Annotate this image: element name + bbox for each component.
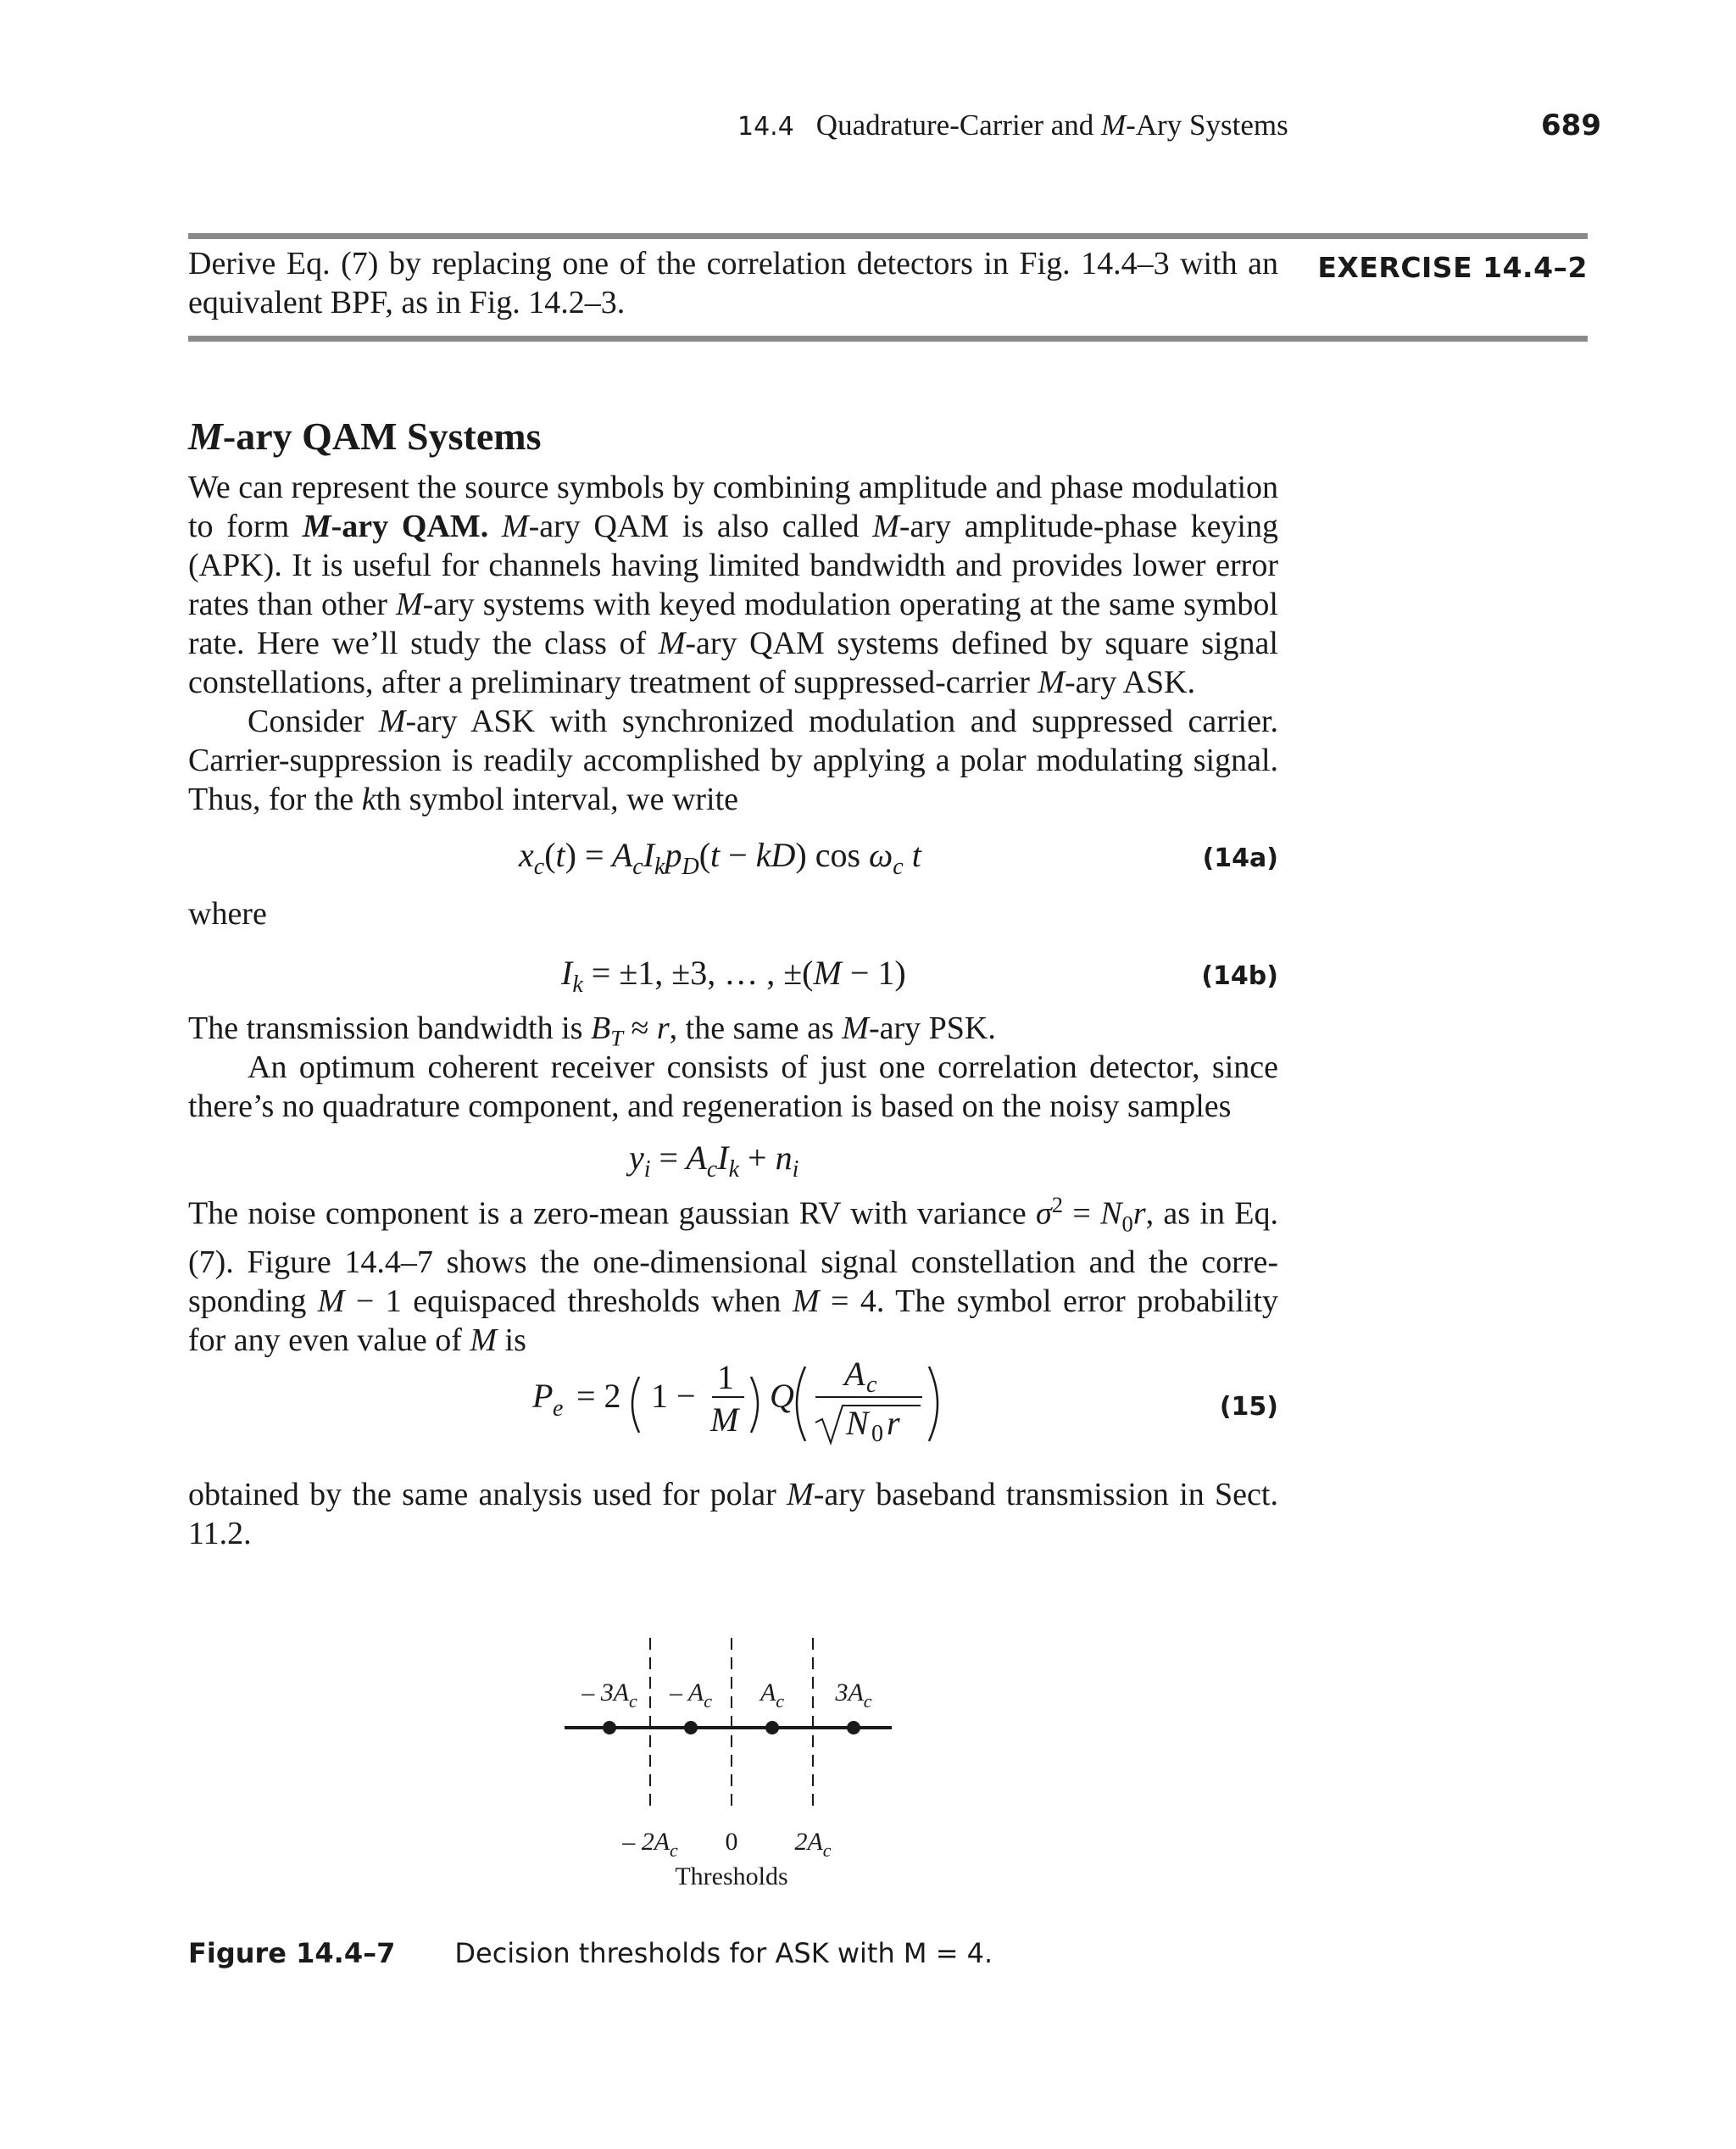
section-number: 14.4 [737, 112, 794, 142]
svg-text:= 2: = 2 [576, 1377, 621, 1415]
svg-text:r: r [887, 1404, 900, 1442]
signal-point [847, 1721, 860, 1734]
exercise-label: EXERCISE 14.4–2 [1317, 251, 1588, 284]
threshold-label: $2A_c$ [794, 1828, 832, 1861]
signal-label: $3A_c$ [835, 1679, 872, 1712]
svg-text:Q: Q [770, 1377, 794, 1415]
exercise-top-rule [188, 233, 1588, 239]
equation-15-number: (15) [1219, 1392, 1278, 1422]
equation-14b-number: (14b) [1201, 961, 1278, 991]
paragraph-4: An optimum coherent receiver consists of just one correlation detector, since there’s no quadrature component, and regeneration is based on the noisy samples [188, 1049, 1278, 1124]
exercise-bottom-rule [188, 336, 1588, 342]
signal-label: $A_c$ [760, 1679, 785, 1712]
section-heading: M-ary QAM Systems [188, 415, 542, 458]
equation-14a-number: (14a) [1202, 843, 1278, 873]
svg-text:0: 0 [871, 1421, 883, 1447]
svg-text:M: M [710, 1400, 739, 1439]
svg-text:c: c [866, 1372, 877, 1398]
figure-caption-text: Decision thresholds for ASK with M = 4. [454, 1937, 993, 1969]
exercise-text: Derive Eq. (7) by replacing one of the correlation detectors in Fig. 14.4–3 with an equivalent BPF, as in Fig. 14.2–3. [188, 246, 1278, 320]
equation-14a: $x_c(t) = A_cI_kp_D(t - kD)$ $\cos \omega_c$ t [519, 836, 921, 880]
svg-text:A: A [844, 1355, 865, 1393]
equation-14b: $I_k = \pm 1$, ±3, … , ±(M − 1) [561, 954, 906, 998]
thresholds-caption: Thresholds [675, 1862, 788, 1890]
running-head-title: Quadrature-Carrier and M-Ary Systems [815, 109, 1288, 142]
figure-label: Figure 14.4–7 [188, 1937, 396, 1969]
paragraph-5: The noise component is a zero-mean gaussian RV with variance $\sigma^2 = N_0r$, as in Eq. (7). Figure 14.4–7 shows the one-dimensional signal constellation and the corresponding M − 1 equispaced thresholds when M = 4. The symbol error probability for any even value of M is [188, 1192, 1278, 1359]
running-head [737, 109, 1288, 142]
svg-text:e: e [553, 1395, 564, 1422]
figure-caption [188, 1937, 993, 1969]
threshold-label: – $2A_c$ [622, 1828, 678, 1861]
paragraph-2: Consider M-ary ASK with synchronized modulation and suppressed carrier. Carrier-suppression is readily accomplished by applying a polar modulating signal. Thus, for the kth symbol interval, we write [188, 704, 1278, 817]
where-text: where [188, 896, 267, 932]
paragraph-3: The transmission bandwidth is $B_T \approx r$, the same as M-ary PSK. [188, 1010, 996, 1051]
svg-text:1: 1 [717, 1358, 734, 1396]
signal-point [765, 1721, 779, 1734]
signal-point [684, 1721, 698, 1734]
paragraph-6: obtained by the same analysis used for polar M-ary baseband transmission in Sect. 11.2. [188, 1477, 1278, 1551]
paragraph-1: We can represent the source symbols by combining amplitude and phase modulation to form M-ary QAM. M-ary QAM is also called M-ary amplitude-phase keying (APK). It is useful for channels having limited bandwidth and provides lower error rates than other M-ary systems with keyed modulation operating at the same symbol rate. Here we’ll study the class of M-ary QAM systems defined by square signal constellations, after a preliminary treatment of suppressed-carrier M-ary ASK. [188, 470, 1278, 700]
signal-label: – $A_c$ [669, 1679, 713, 1712]
page-number: 689 [1541, 109, 1601, 142]
equation-15-svg [532, 1348, 973, 1458]
svg-text:N: N [846, 1404, 869, 1442]
signal-point [603, 1721, 616, 1734]
threshold-label: 0 [725, 1828, 738, 1856]
svg-text:P: P [532, 1377, 554, 1415]
threshold-figure [542, 1636, 932, 1907]
svg-text:1 −: 1 − [651, 1377, 696, 1415]
equation-15 [532, 1348, 973, 1462]
signal-label: – $3A_c$ [581, 1679, 637, 1712]
equation-samples: $y_i = A_cI_k + n_i$ [629, 1139, 799, 1183]
